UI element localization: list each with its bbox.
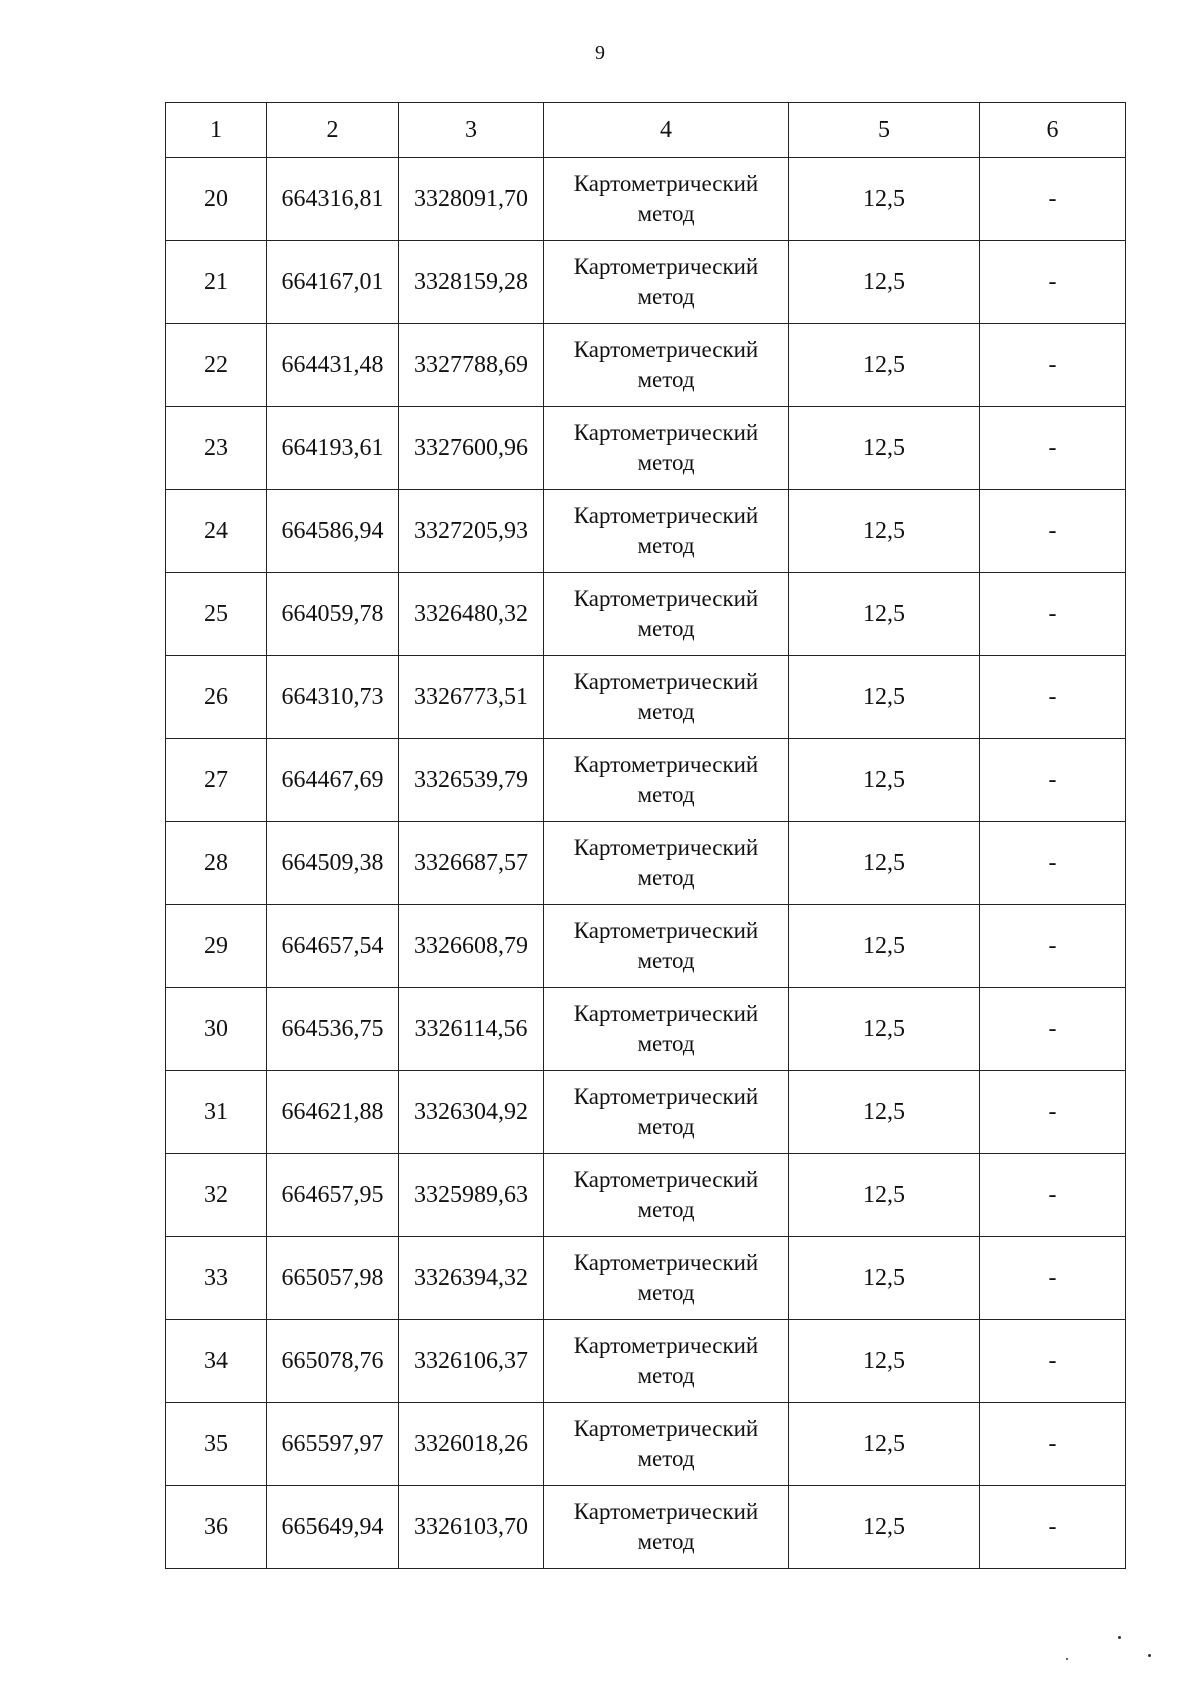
coordinate-x-cell: 664536,75: [267, 988, 399, 1071]
accuracy-cell: 12,5: [789, 1071, 980, 1154]
coordinate-x-cell: 665078,76: [267, 1320, 399, 1403]
method-line-1: Картометрический: [573, 1499, 759, 1525]
coordinate-x-cell: 665597,97: [267, 1403, 399, 1486]
table-row: [166, 158, 1126, 241]
method-cell: [544, 1320, 789, 1403]
method-line-2: метод: [637, 1529, 695, 1554]
point-number-cell: 25: [166, 573, 267, 656]
note-cell: -: [980, 241, 1126, 324]
method-line-2: метод: [637, 284, 695, 309]
column-header-2: 2: [267, 103, 399, 158]
method-line-2: метод: [637, 1363, 695, 1388]
coordinate-y-cell: 3326773,51: [399, 656, 544, 739]
note-cell: -: [980, 1320, 1126, 1403]
table-row: [166, 739, 1126, 822]
method-line-1: Картометрический: [573, 586, 759, 612]
table-row: [166, 324, 1126, 407]
method-line-1: Картометрический: [573, 918, 759, 944]
accuracy-cell: 12,5: [789, 158, 980, 241]
coordinate-y-cell: 3326114,56: [399, 988, 544, 1071]
coordinate-y-cell: 3326539,79: [399, 739, 544, 822]
scan-speck: [1118, 1636, 1121, 1639]
point-number-cell: 36: [166, 1486, 267, 1569]
point-number-cell: 26: [166, 656, 267, 739]
accuracy-cell: 12,5: [789, 905, 980, 988]
column-header-5: 5: [789, 103, 980, 158]
coordinate-x-cell: 665057,98: [267, 1237, 399, 1320]
coordinate-y-cell: 3326480,32: [399, 573, 544, 656]
coordinate-y-cell: 3326687,57: [399, 822, 544, 905]
method-line-1: Картометрический: [573, 1167, 759, 1193]
method-cell: [544, 1486, 789, 1569]
accuracy-cell: 12,5: [789, 573, 980, 656]
column-header-3: 3: [399, 103, 544, 158]
method-cell: [544, 324, 789, 407]
accuracy-cell: 12,5: [789, 1237, 980, 1320]
coordinate-y-cell: 3328091,70: [399, 158, 544, 241]
accuracy-cell: 12,5: [789, 241, 980, 324]
accuracy-cell: 12,5: [789, 822, 980, 905]
accuracy-cell: 12,5: [789, 656, 980, 739]
method-cell: [544, 158, 789, 241]
method-cell: [544, 1071, 789, 1154]
table-row: [166, 1486, 1126, 1569]
point-number-cell: 24: [166, 490, 267, 573]
method-line-1: Картометрический: [573, 1084, 759, 1110]
coordinate-y-cell: 3327205,93: [399, 490, 544, 573]
point-number-cell: 30: [166, 988, 267, 1071]
column-header-4: 4: [544, 103, 789, 158]
method-line-2: метод: [637, 948, 695, 973]
method-line-2: метод: [637, 367, 695, 392]
table-row: [166, 1237, 1126, 1320]
scan-speck: [1148, 1654, 1151, 1657]
method-cell: [544, 739, 789, 822]
coordinate-x-cell: 664467,69: [267, 739, 399, 822]
method-cell: [544, 1237, 789, 1320]
column-header-1: 1: [166, 103, 267, 158]
accuracy-cell: 12,5: [789, 739, 980, 822]
method-cell: [544, 573, 789, 656]
method-line-1: Картометрический: [573, 337, 759, 363]
table-row: [166, 905, 1126, 988]
accuracy-cell: 12,5: [789, 988, 980, 1071]
method-line-1: Картометрический: [573, 1416, 759, 1442]
coordinate-x-cell: 664509,38: [267, 822, 399, 905]
point-number-cell: 32: [166, 1154, 267, 1237]
accuracy-cell: 12,5: [789, 490, 980, 573]
point-number-cell: 29: [166, 905, 267, 988]
coordinate-x-cell: 664167,01: [267, 241, 399, 324]
accuracy-cell: 12,5: [789, 407, 980, 490]
note-cell: -: [980, 822, 1126, 905]
coordinate-y-cell: 3326103,70: [399, 1486, 544, 1569]
method-line-1: Картометрический: [573, 1250, 759, 1276]
table-body: [166, 103, 1126, 1569]
point-number-cell: 35: [166, 1403, 267, 1486]
accuracy-cell: 12,5: [789, 1403, 980, 1486]
note-cell: -: [980, 739, 1126, 822]
coordinate-x-cell: 664621,88: [267, 1071, 399, 1154]
note-cell: -: [980, 1403, 1126, 1486]
point-number-cell: 28: [166, 822, 267, 905]
note-cell: -: [980, 573, 1126, 656]
coordinate-x-cell: 665649,94: [267, 1486, 399, 1569]
scan-speck: [1066, 1658, 1068, 1660]
method-cell: [544, 988, 789, 1071]
method-line-2: метод: [637, 201, 695, 226]
coordinate-y-cell: 3325989,63: [399, 1154, 544, 1237]
coordinate-y-cell: 3327600,96: [399, 407, 544, 490]
point-number-cell: 33: [166, 1237, 267, 1320]
method-cell: [544, 1403, 789, 1486]
method-cell: [544, 241, 789, 324]
method-line-2: метод: [637, 782, 695, 807]
point-number-cell: 23: [166, 407, 267, 490]
coordinate-x-cell: 664310,73: [267, 656, 399, 739]
method-line-2: метод: [637, 616, 695, 641]
method-line-2: метод: [637, 699, 695, 724]
method-cell: [544, 822, 789, 905]
note-cell: -: [980, 490, 1126, 573]
coordinate-x-cell: 664586,94: [267, 490, 399, 573]
method-cell: [544, 656, 789, 739]
method-line-2: метод: [637, 1446, 695, 1471]
table-row: [166, 1154, 1126, 1237]
method-line-1: Картометрический: [573, 171, 759, 197]
note-cell: -: [980, 407, 1126, 490]
accuracy-cell: 12,5: [789, 324, 980, 407]
accuracy-cell: 12,5: [789, 1154, 980, 1237]
method-line-1: Картометрический: [573, 835, 759, 861]
coordinates-table: [165, 102, 1126, 1569]
note-cell: -: [980, 656, 1126, 739]
coordinate-y-cell: 3326304,92: [399, 1071, 544, 1154]
method-line-2: метод: [637, 1114, 695, 1139]
method-line-2: метод: [637, 450, 695, 475]
point-number-cell: 21: [166, 241, 267, 324]
coordinate-x-cell: 664431,48: [267, 324, 399, 407]
coordinate-x-cell: 664193,61: [267, 407, 399, 490]
method-line-1: Картометрический: [573, 752, 759, 778]
table-row: [166, 241, 1126, 324]
method-line-2: метод: [637, 533, 695, 558]
method-line-1: Картометрический: [573, 503, 759, 529]
point-number-cell: 22: [166, 324, 267, 407]
table-row: [166, 656, 1126, 739]
method-cell: [544, 1154, 789, 1237]
note-cell: -: [980, 158, 1126, 241]
point-number-cell: 20: [166, 158, 267, 241]
note-cell: -: [980, 1071, 1126, 1154]
coordinate-x-cell: 664657,95: [267, 1154, 399, 1237]
method-line-2: метод: [637, 865, 695, 890]
accuracy-cell: 12,5: [789, 1320, 980, 1403]
point-number-cell: 31: [166, 1071, 267, 1154]
coordinate-y-cell: 3326018,26: [399, 1403, 544, 1486]
coordinate-x-cell: 664059,78: [267, 573, 399, 656]
coordinate-y-cell: 3326608,79: [399, 905, 544, 988]
column-header-6: 6: [980, 103, 1126, 158]
table-row: [166, 988, 1126, 1071]
table-row: [166, 490, 1126, 573]
method-line-2: метод: [637, 1280, 695, 1305]
table-row: [166, 407, 1126, 490]
note-cell: -: [980, 1486, 1126, 1569]
method-cell: [544, 407, 789, 490]
note-cell: -: [980, 905, 1126, 988]
coordinate-y-cell: 3327788,69: [399, 324, 544, 407]
table-header-row: [166, 103, 1126, 158]
table-row: [166, 822, 1126, 905]
page-number: 9: [595, 42, 605, 64]
note-cell: -: [980, 988, 1126, 1071]
table-row: [166, 1071, 1126, 1154]
note-cell: -: [980, 1154, 1126, 1237]
coordinate-y-cell: 3328159,28: [399, 241, 544, 324]
point-number-cell: 27: [166, 739, 267, 822]
method-line-2: метод: [637, 1031, 695, 1056]
note-cell: -: [980, 1237, 1126, 1320]
method-cell: [544, 905, 789, 988]
method-line-1: Картометрический: [573, 1001, 759, 1027]
coordinate-x-cell: 664657,54: [267, 905, 399, 988]
method-line-1: Картометрический: [573, 1333, 759, 1359]
coordinate-x-cell: 664316,81: [267, 158, 399, 241]
accuracy-cell: 12,5: [789, 1486, 980, 1569]
table-row: [166, 1403, 1126, 1486]
coordinate-y-cell: 3326106,37: [399, 1320, 544, 1403]
point-number-cell: 34: [166, 1320, 267, 1403]
method-cell: [544, 490, 789, 573]
method-line-1: Картометрический: [573, 420, 759, 446]
table-row: [166, 573, 1126, 656]
method-line-1: Картометрический: [573, 669, 759, 695]
method-line-2: метод: [637, 1197, 695, 1222]
method-line-1: Картометрический: [573, 254, 759, 280]
note-cell: -: [980, 324, 1126, 407]
coordinate-y-cell: 3326394,32: [399, 1237, 544, 1320]
table-row: [166, 1320, 1126, 1403]
